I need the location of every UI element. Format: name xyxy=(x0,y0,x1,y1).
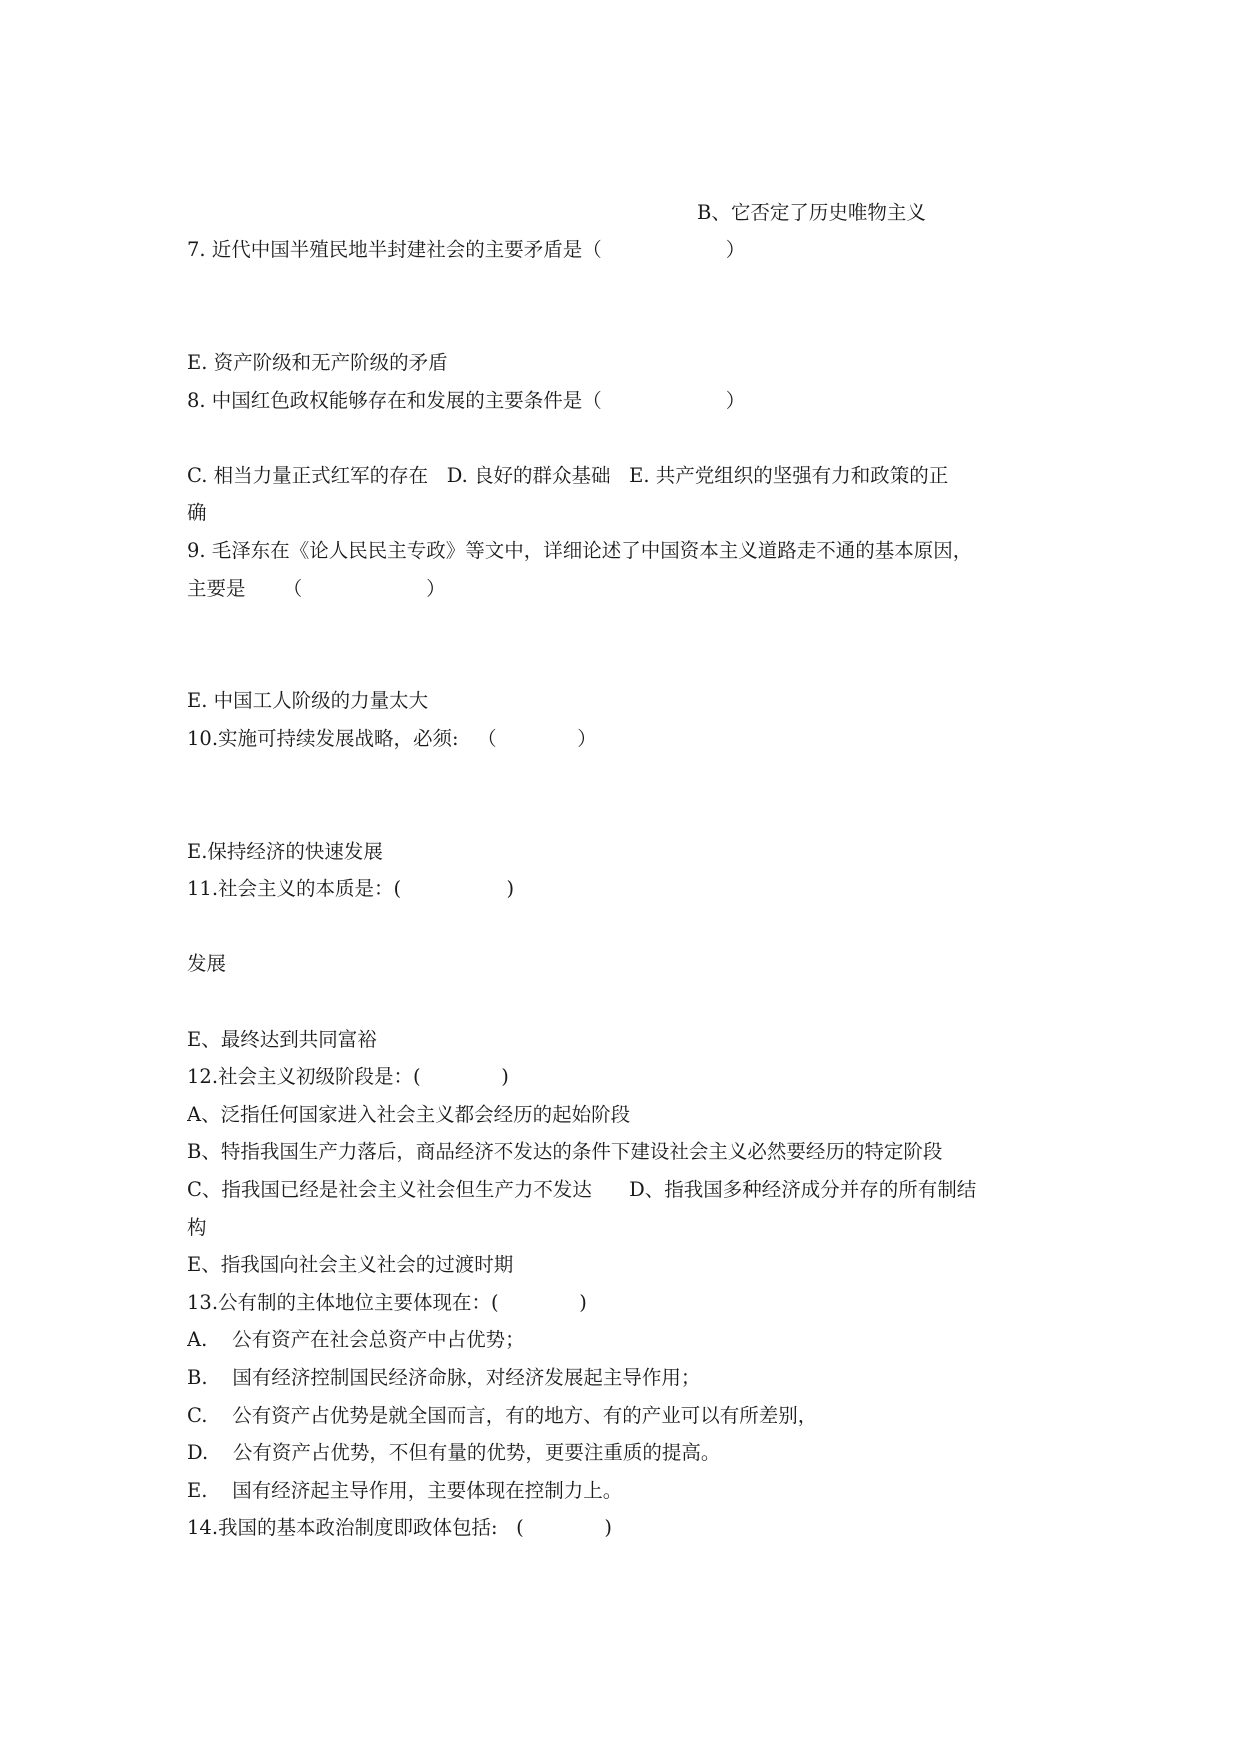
q11-option-e: E、最终达到共同富裕 xyxy=(187,1027,377,1051)
q12-options-cd-continued: 构 xyxy=(187,1215,207,1239)
q11-option-b-continued: 发展 xyxy=(187,952,227,976)
q10-options-row2 xyxy=(187,795,1057,833)
q7-options-row2 xyxy=(187,306,1057,344)
q13-option-b: B. 国有经济控制国民经济命脉，对经济发展起主导作用； xyxy=(187,1366,701,1389)
q8-stem: 8. 中国红色政权能够存在和发展的主要条件是（ ） xyxy=(187,388,746,412)
q9-option-e: E. 中国工人阶级的力量太大 xyxy=(187,689,429,713)
q12-option-b: B、特指我国生产力落后，商品经济不发达的条件下建设社会主义必然要经历的特定阶段 xyxy=(187,1140,943,1164)
q11-options-row1 xyxy=(187,908,1057,946)
q14-options-row1 xyxy=(187,1547,1057,1585)
q11-options-row2 xyxy=(187,983,1057,1021)
q9-options-row1 xyxy=(187,607,1057,645)
q12-option-e: E、指我国向社会主义社会的过渡时期 xyxy=(187,1253,514,1277)
q13-option-e: E. 国有经济起主导作用，主要体现在控制力上。 xyxy=(187,1478,623,1502)
q10-options-row1 xyxy=(187,758,1057,796)
q6-options-row2 xyxy=(187,194,1057,232)
q8-options-row1 xyxy=(187,419,1057,457)
document-page xyxy=(187,156,1057,1585)
q14-stem: 14.我国的基本政治制度即政体包括: ( ) xyxy=(187,1516,612,1540)
q8-options-row2: C. 相当力量正式红军的存在 D. 良好的群众基础 E. 共产党组织的坚强有力和政策的正 xyxy=(187,463,949,487)
q11-stem: 11.社会主义的本质是：( ) xyxy=(187,877,515,901)
q12-stem: 12.社会主义初级阶段是：( ) xyxy=(187,1065,509,1089)
q13-option-c: C. 公有资产占优势是就全国而言，有的地方、有的产业可以有所差别， xyxy=(187,1403,818,1427)
q13-stem: 13.公有制的主体地位主要体现在：( ) xyxy=(187,1290,587,1314)
q12-options-cd: C、指我国已经是社会主义社会但生产力不发达 D、指我国多种经济成分并存的所有制结 xyxy=(187,1178,977,1202)
q6-options-row1: B、它否定了历史唯物主义 xyxy=(697,200,926,224)
q10-option-e: E.保持经济的快速发展 xyxy=(187,839,383,863)
q13-option-a: A. 公有资产在社会总资产中占优势； xyxy=(187,1328,525,1352)
q9-options-row2 xyxy=(187,645,1057,683)
q9-stem-line1: 9. 毛泽东在《论人民民主专政》等文中，详细论述了中国资本主义道路走不通的基本原因， xyxy=(187,538,973,562)
q10-stem: 10.实施可持续发展战略，必须: （ ） xyxy=(187,726,597,750)
q12-option-a: A、泛指任何国家进入社会主义都会经历的起始阶段 xyxy=(187,1102,631,1126)
q7-options-row1 xyxy=(187,269,1057,307)
q13-option-d: D. 公有资产占优势，不但有量的优势，更要注重质的提高。 xyxy=(187,1441,721,1465)
q8-options-row3: 确 xyxy=(187,501,207,525)
q7-stem: 7. 近代中国半殖民地半封建社会的主要矛盾是（ ） xyxy=(187,238,746,262)
q7-option-e: E. 资产阶级和无产阶级的矛盾 xyxy=(187,350,448,374)
q9-stem-line2: 主要是 （ ） xyxy=(187,576,446,600)
